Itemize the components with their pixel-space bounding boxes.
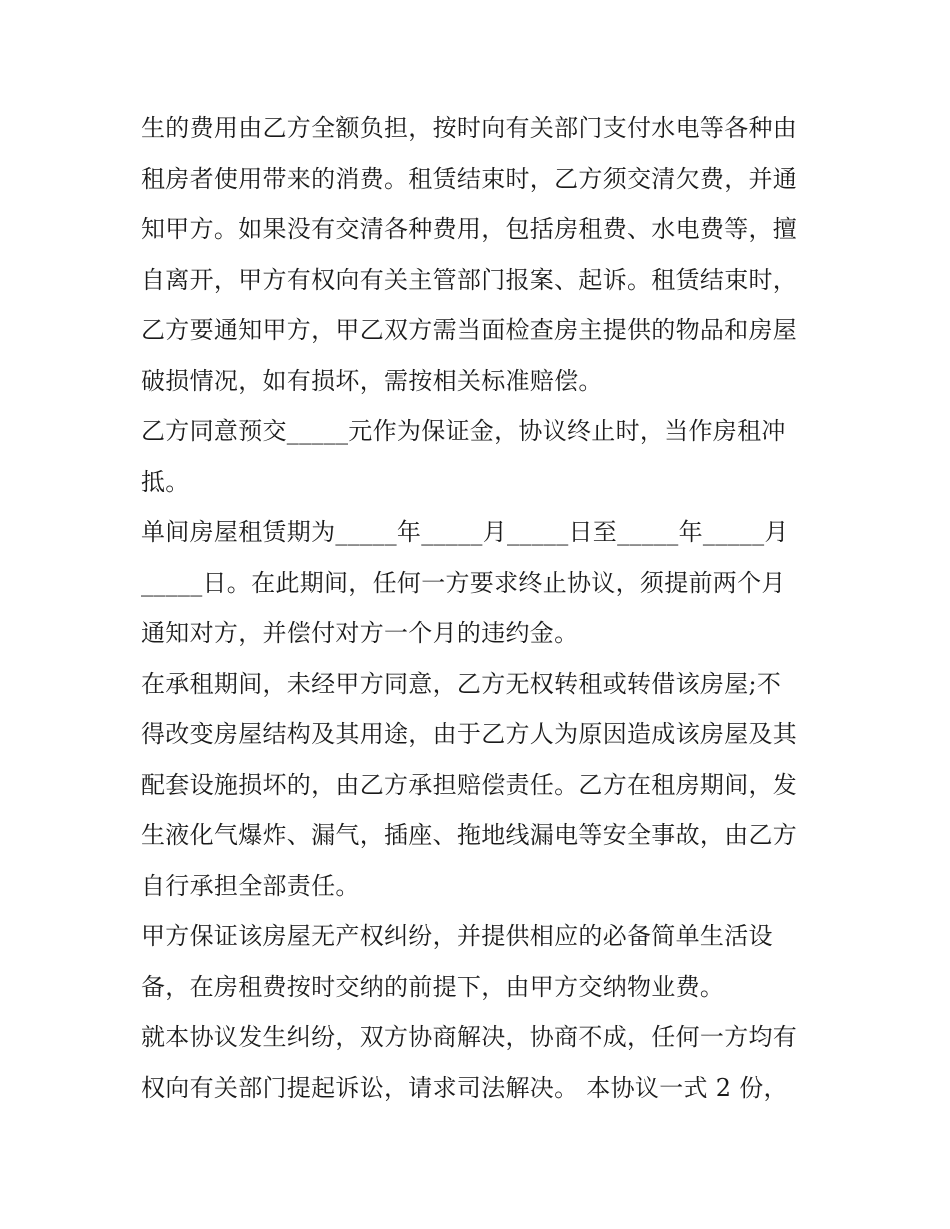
text-line: 租房者使用带来的消费。租赁结束时，乙方须交清欠费，并通 bbox=[141, 164, 798, 193]
text-line: 备，在房租费按时交纳的前提下，由甲方交纳物业费。 bbox=[141, 972, 725, 1001]
text-line: 权向有关部门提起诉讼，请求司法解决。 本协议一式 2 份， bbox=[141, 1073, 788, 1102]
document-body bbox=[141, 103, 821, 1113]
text-line: 自行承担全部责任。 bbox=[141, 871, 360, 900]
text-line: 知甲方。如果没有交清各种费用，包括房租费、水电费等，擅 bbox=[141, 215, 798, 243]
text-line: 自离开，甲方有权向有关主管部门报案、起诉。租赁结束时， bbox=[141, 265, 798, 294]
paragraph-sublet-and-safety bbox=[141, 659, 821, 912]
text-line: 配套设施损坏的，由乙方承担赔偿责任。乙方在租房期间，发 bbox=[141, 770, 798, 799]
text-line: 破损情况，如有损坏，需按相关标准赔偿。 bbox=[141, 366, 603, 395]
paragraph-dispute-resolution bbox=[141, 1012, 821, 1113]
text-line: 在承租期间，未经甲方同意，乙方无权转租或转借该房屋;不 bbox=[141, 669, 782, 698]
text-line: 抵。 bbox=[141, 467, 190, 496]
text-line: _____日。在此期间，任何一方要求终止协议，须提前两个月 bbox=[141, 568, 786, 597]
text-line: 生的费用由乙方全额负担，按时向有关部门支付水电等各种由 bbox=[141, 114, 798, 142]
text-line: 生液化气爆炸、漏气，插座、拖地线漏电等安全事故，由乙方 bbox=[141, 821, 798, 849]
paragraph-landlord-guarantee bbox=[141, 911, 821, 1012]
text-line: 乙方要通知甲方，甲乙双方需当面检查房主提供的物品和房屋 bbox=[141, 316, 798, 344]
text-line: 乙方同意预交_____元作为保证金，协议终止时，当作房租冲 bbox=[141, 417, 786, 445]
text-line: 就本协议发生纠纷，双方协商解决，协商不成，任何一方均有 bbox=[141, 1023, 798, 1051]
text-line: 甲方保证该房屋无产权纠纷，并提供相应的必备简单生活设 bbox=[141, 922, 773, 950]
text-line: 得改变房屋结构及其用途，由于乙方人为原因造成该房屋及其 bbox=[141, 720, 798, 748]
text-line: 通知对方，并偿付对方一个月的违约金。 bbox=[141, 619, 579, 647]
paragraph-expenses-and-damage bbox=[141, 103, 821, 406]
text-line: 单间房屋租赁期为_____年_____月_____日至_____年_____月 bbox=[141, 518, 789, 546]
paragraph-deposit bbox=[141, 406, 821, 507]
paragraph-lease-term bbox=[141, 507, 821, 659]
